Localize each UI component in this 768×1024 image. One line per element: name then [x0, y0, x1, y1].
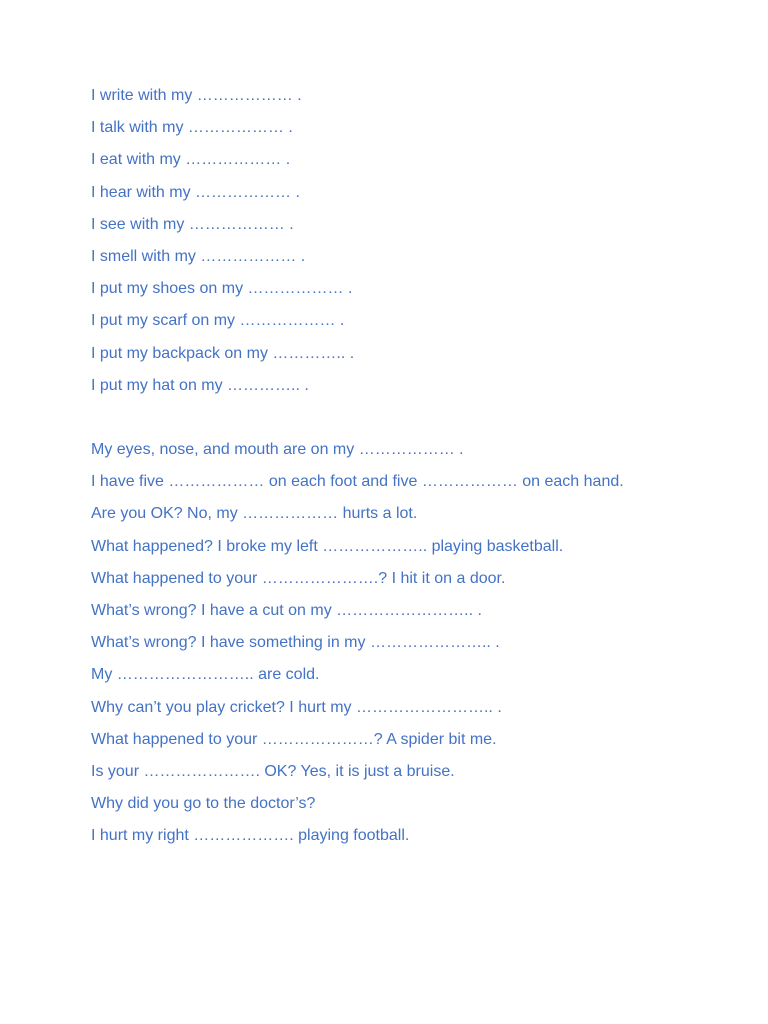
sentence-line: I hear with my ……………… . — [91, 183, 300, 201]
sentence-line: What’s wrong? I have a cut on my …………………….. . — [91, 602, 482, 619]
sentence-line: What happened? I broke my left ……………….. playing basketball. — [91, 537, 564, 555]
sentence-line: I smell with my ……………… . — [91, 247, 306, 265]
sentence-line: What happened to your …………………? A spider bit me. — [91, 730, 497, 748]
sentence-line: Are you OK? No, my ……………… hurts a lot. — [91, 505, 418, 523]
sentence-line: My eyes, nose, and mouth are on my ……………… . — [91, 441, 464, 459]
sentence-line: Why can’t you play cricket? I hurt my …………………….. . — [91, 698, 502, 716]
section-body-parts — [91, 84, 731, 406]
sentence-line: What happened to your ………………….? I hit it on a door. — [91, 569, 506, 587]
worksheet — [91, 84, 731, 857]
sentence-line: Why did you go to the doctor’s? — [91, 795, 316, 813]
sentence-line: I have five ……………… on each foot and five ……………… on each hand. — [91, 473, 624, 491]
sentence-line: What’s wrong? I have something in my ………………….. . — [91, 634, 500, 652]
sentence-line: I write with my ……………… . — [91, 87, 302, 104]
sentence-line: I put my hat on my ………….. . — [91, 376, 309, 394]
sentence-line: My …………………….. are cold. — [91, 666, 320, 684]
sentence-line: I put my scarf on my ……………… . — [91, 312, 345, 330]
sentence-line: I eat with my ……………… . — [91, 151, 291, 169]
sentence-line: I hurt my right ………………. playing football. — [91, 827, 410, 845]
sentence-line: I see with my ……………… . — [91, 215, 294, 233]
section-questions — [91, 438, 731, 856]
sentence-line: Is your …………………. OK? Yes, it is just a bruise. — [91, 762, 455, 780]
sentence-line: I put my shoes on my ……………… . — [91, 280, 353, 298]
sentence-line: I put my backpack on my ………….. . — [91, 344, 355, 362]
sentence-line: I talk with my ……………… . — [91, 119, 293, 137]
section-gap — [91, 406, 731, 438]
